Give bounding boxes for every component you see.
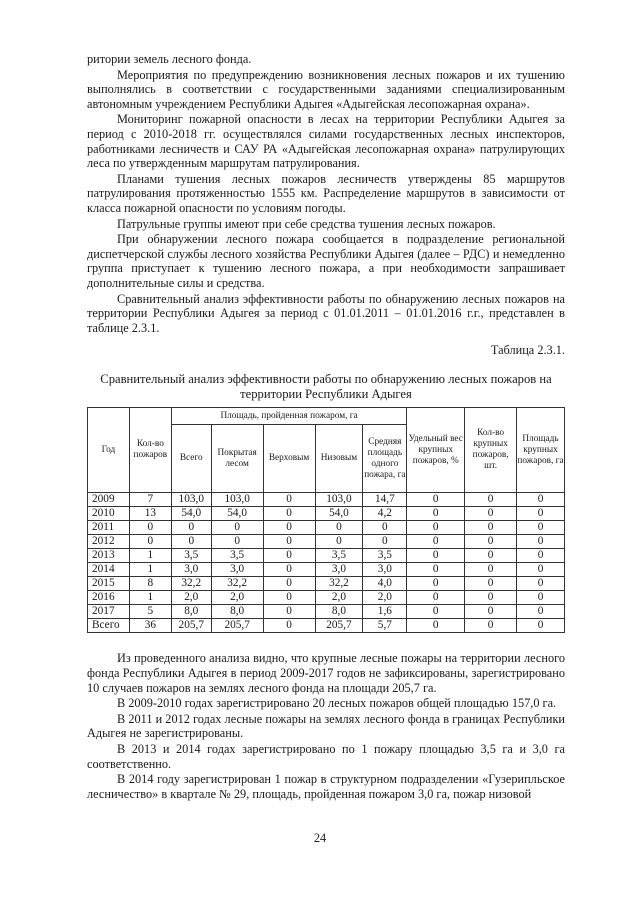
table-cell: 0 [263,577,315,591]
table-cell: 0 [517,591,565,605]
table-cell: 0 [407,521,465,535]
table-cell: 2011 [88,521,130,535]
table-caption-line: Сравнительный анализ эффективности работы по обнаружению лесных пожаров на [100,372,552,387]
table-row [88,493,565,507]
table-cell: 103,0 [315,493,363,507]
table-cell: 2014 [88,563,130,577]
table-cell: 3,5 [171,549,211,563]
paragraph: ритории земель лесного фонда. [87,52,252,66]
table-cell: 0 [407,493,465,507]
header-ground: Низовым [315,425,363,493]
table-row [88,563,565,577]
table-cell: 54,0 [171,507,211,521]
table-cell: 0 [465,521,517,535]
paragraph: Планами тушения лесных пожаров лесничеств утверждены 85 маршрутов патрулирования протяженностью 1555 км. Распределение маршрутов в зависимости от класса пожарной опасности по условиям погоды. [87,171,565,215]
table-cell: 13 [129,507,171,521]
table-cell: 0 [465,577,517,591]
table-cell: 0 [407,549,465,563]
table-cell: 0 [363,521,407,535]
table-cell: 2,0 [363,591,407,605]
table-cell: 2,0 [171,591,211,605]
header-large-area: Площадь крупных пожаров, га [517,408,565,493]
header-forested: Покрытая лесом [211,425,263,493]
table-cell: 0 [407,535,465,549]
table-cell: 1 [129,563,171,577]
table-row [88,535,565,549]
table-cell: 2010 [88,507,130,521]
table-cell: 5 [129,605,171,619]
paragraph: В 2011 и 2012 годах лесные пожары на землях лесного фонда в границах Республики Адыгея не зарегистрированы. [87,711,565,741]
table-cell: 0 [263,563,315,577]
table-cell: 32,2 [211,577,263,591]
body-text-bottom [87,651,565,801]
table-cell: 2016 [88,591,130,605]
table-cell: 0 [263,619,315,633]
page-number: 24 [313,831,327,845]
table-cell: 8,0 [211,605,263,619]
table-row [88,605,565,619]
table-cell: 0 [517,619,565,633]
header-crown: Верховым [263,425,315,493]
table-cell: 0 [465,619,517,633]
table-cell: 0 [263,591,315,605]
table-cell: 0 [211,521,263,535]
paragraph: Из проведенного анализа видно, что крупные лесные пожары на территории лесного фонда Республики Адыгея в период 2009-2017 годов не зафиксированы, зарегистрировано 10 случаев пожаров на землях лесного фонда на площади 205,7 га. [87,651,565,695]
table-cell: 0 [465,563,517,577]
fire-statistics-table [87,407,565,633]
table-cell: 205,7 [171,619,211,633]
table-cell: 0 [171,535,211,549]
table-row [88,577,565,591]
table-row [88,507,565,521]
table-cell: 0 [465,605,517,619]
paragraph: В 2013 и 2014 годах зарегистрировано по 1 пожару площадью 3,5 га и 3,0 га соответственно. [87,742,565,771]
table-cell: 205,7 [315,619,363,633]
table-cell: 205,7 [211,619,263,633]
paragraph: В 2014 году зарегистрирован 1 пожар в структурном подразделении «Гузерипльское лесничество» в квартале № 29, площадь, пройденная пожаром 3,0 га, пожар низовой [87,772,565,801]
table-cell: 32,2 [315,577,363,591]
table-cell: 2017 [88,605,130,619]
header-count: Кол-во пожаров [129,408,171,493]
table-cell: 0 [517,507,565,521]
table-cell: 3,0 [171,563,211,577]
header-year: Год [88,408,130,493]
table-cell: 2015 [88,577,130,591]
table-cell: 8 [129,577,171,591]
table-cell: 103,0 [171,493,211,507]
table-cell: 0 [315,521,363,535]
table-cell: 0 [517,521,565,535]
table-cell: 1,6 [363,605,407,619]
table-cell: 0 [465,507,517,521]
table-cell: 1 [129,591,171,605]
header-average: Средняя площадь одного пожара, га [363,425,407,493]
table-cell: 0 [517,577,565,591]
table-cell: 103,0 [211,493,263,507]
table-cell: 0 [263,521,315,535]
paragraph: Сравнительный анализ эффективности работы по обнаружению лесных пожаров на территории Республики Адыгея за период с 01.01.2011 – 01.01.2016 г.г., представлен в таблице 2.3.1. [87,291,565,335]
table-cell: 0 [517,535,565,549]
table-cell: 0 [129,521,171,535]
paragraph: Мероприятия по предупреждению возникновения лесных пожаров и их тушению выполнялись в соответствии с государственными заданиями специализированным автономным учреждением Республики Адыгея «Адыгейская лесопожарная охрана». [87,67,565,111]
table-cell: 0 [465,535,517,549]
table-cell: 2012 [88,535,130,549]
table-cell: 3,0 [211,563,263,577]
table-cell: 0 [263,605,315,619]
table-cell: 2,0 [211,591,263,605]
header-large-share: Удельный вес крупных пожаров, % [407,408,465,493]
table-row [88,521,565,535]
table-cell: 3,5 [315,549,363,563]
header-total: Всего [171,425,211,493]
table-cell: 8,0 [171,605,211,619]
table-cell: 2013 [88,549,130,563]
body-text-top [87,52,565,802]
table-cell: 0 [517,563,565,577]
table-cell: 0 [263,549,315,563]
table-caption-line: территории Республики Адыгея [240,386,412,401]
table-cell: 0 [363,535,407,549]
table-cell: 4,0 [363,577,407,591]
table-cell: 0 [129,535,171,549]
table-row [88,619,565,633]
table-cell: 0 [407,619,465,633]
table-cell: 5,7 [363,619,407,633]
table-cell: 0 [407,605,465,619]
table-reference: Таблица 2.3.1. [490,343,565,358]
table-cell: 3,0 [363,563,407,577]
table-cell: 0 [263,507,315,521]
paragraph: При обнаружении лесного пожара сообщается в подразделение региональной диспетчерской службы лесного хозяйства Республики Адыгея (далее – РДС) и немедленно группа приступает к тушению лесного пожара, а при необходимости запрашивает дополнительные силы и средства. [87,232,565,290]
table-cell: 32,2 [171,577,211,591]
table-cell: 2009 [88,493,130,507]
table-cell: 0 [517,549,565,563]
table-cell: 0 [465,549,517,563]
table-row [88,591,565,605]
table-cell: 0 [211,535,263,549]
table-cell: 3,5 [363,549,407,563]
table-cell: 36 [129,619,171,633]
table-cell: 3,5 [211,549,263,563]
table-cell: 7 [129,493,171,507]
table-cell: 0 [407,577,465,591]
table-cell: 54,0 [211,507,263,521]
table-caption [87,372,565,401]
table-cell: 14,7 [363,493,407,507]
table-cell: 0 [263,535,315,549]
paragraph: Мониторинг пожарной опасности в лесах на территории Республики Адыгея за период с 2010-2018 гг. осуществлялся силами государственных лесных инспекторов, работниками лесничеств и САУ РА «Адыгейская лесопожарная охрана» патрулирующих леса по утвержденным маршрутам патрулирования. [87,112,565,171]
table-cell: 0 [517,605,565,619]
table-cell: 54,0 [315,507,363,521]
table-cell: 8,0 [315,605,363,619]
table-cell: 0 [407,563,465,577]
table-row [88,549,565,563]
table-cell: 3,0 [315,563,363,577]
paragraph: Патрульные группы имеют при себе средства тушения лесных пожаров. [117,216,496,231]
table-cell: 0 [407,591,465,605]
table-cell: Всего [88,619,130,633]
table-cell: 0 [407,507,465,521]
table-cell: 0 [263,493,315,507]
table-cell: 0 [517,493,565,507]
table-cell: 1 [129,549,171,563]
table-cell: 0 [465,591,517,605]
header-large-count: Кол-во крупных пожаров, шт. [465,408,517,493]
table-cell: 4,2 [363,507,407,521]
table-cell: 0 [171,521,211,535]
table-cell: 0 [315,535,363,549]
header-area-group: Площадь, пройденная пожаром, га [171,408,407,425]
paragraph: В 2009-2010 годах зарегистрировано 20 лесных пожаров общей площадью 157,0 га. [117,696,557,711]
table-cell: 0 [465,493,517,507]
table-cell: 2,0 [315,591,363,605]
